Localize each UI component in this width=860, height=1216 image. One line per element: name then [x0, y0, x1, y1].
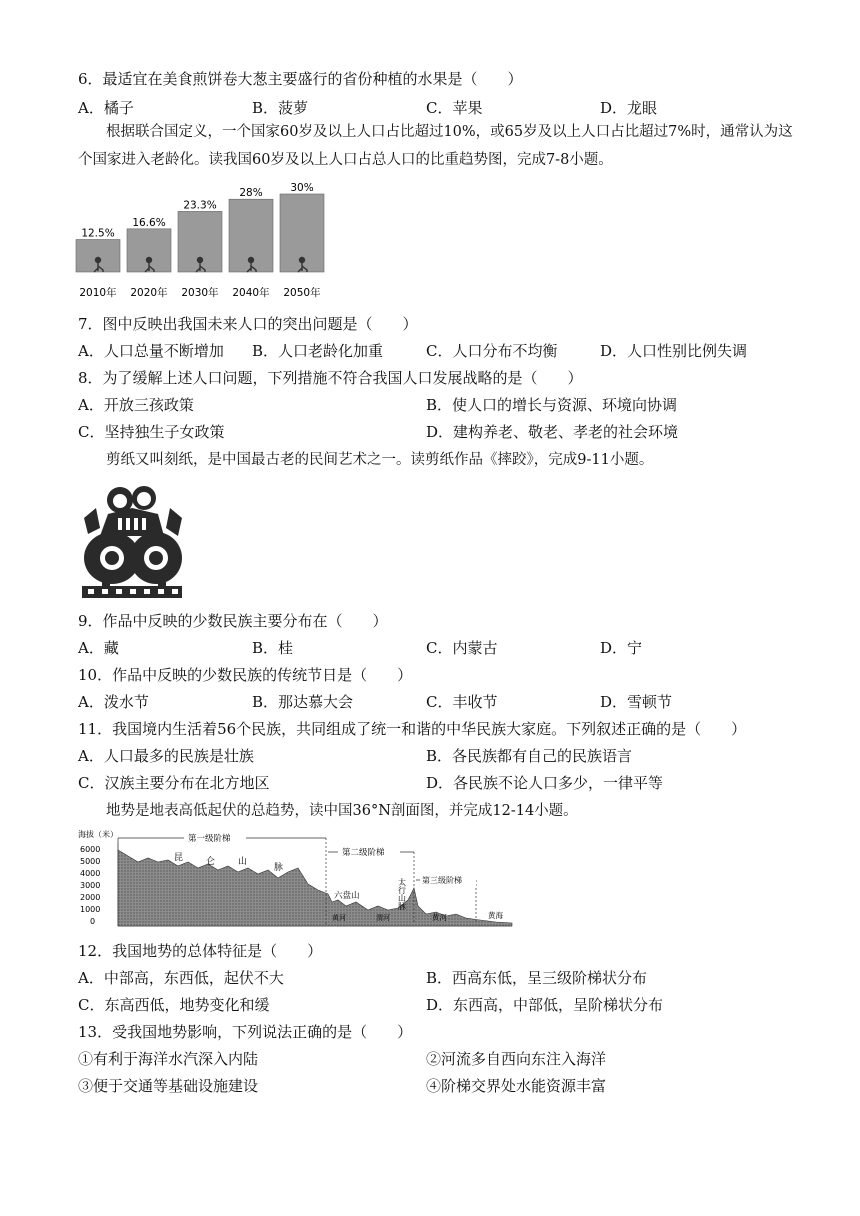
profile-ytick-1000: 1000 [80, 905, 101, 914]
q8-option-d: D．建构养老、敬老、孝老的社会环境 [426, 423, 679, 441]
sea-label: 黄海 [488, 911, 503, 920]
river-label-3: 黄河 [432, 913, 447, 922]
profile-ytick-5000: 5000 [80, 857, 101, 866]
kunlun-char-3: 山 [238, 857, 248, 867]
q10-option-d: D．雪顿节 [600, 693, 673, 711]
q7-option-c: C．人口分布不均衡 [426, 342, 558, 360]
profile-ytick-0: 0 [90, 917, 96, 926]
q11-option-b: B．各民族都有自己的民族语言 [426, 747, 633, 765]
q13-option-2: ②河流多自西向东注入海洋 [426, 1050, 607, 1068]
q9-option-b: B．桂 [252, 639, 294, 657]
q9-option-a: A．藏 [78, 639, 119, 657]
q7-option-d: D．人口性别比例失调 [600, 342, 748, 360]
bar-category-label: 2020年 [130, 287, 168, 299]
q12-option-a: A．中部高，东西低，起伏不大 [78, 969, 284, 987]
q6-option-b: B．菠萝 [252, 99, 309, 117]
q6-option-a: A．橘子 [78, 99, 134, 117]
q13-option-4: ④阶梯交界处水能资源丰富 [426, 1077, 607, 1095]
profile-ytick-3000: 3000 [80, 881, 101, 890]
question-8-stem: 8．为了缓解上述人口问题，下列措施不符合我国人口发展战略的是（ ） [78, 369, 583, 387]
q10-option-b: B．那达慕大会 [252, 693, 354, 711]
kunlun-char-2: 仑 [206, 857, 216, 867]
profile-ytick-2000: 2000 [80, 893, 101, 902]
q7-option-a: A．人口总量不断增加 [78, 342, 224, 360]
q10-option-a: A．泼水节 [78, 693, 149, 711]
q6-option-d: D．龙眼 [600, 99, 658, 117]
question-9-stem: 9．作品中反映的少数民族主要分布在（ ） [78, 612, 388, 630]
bar-value-label: 28% [239, 187, 263, 200]
q12-option-d: D．东西高，中部低，呈阶梯状分布 [426, 996, 664, 1014]
q13-option-1: ①有利于海洋水汽深入内陆 [78, 1050, 259, 1068]
q12-option-c: C．东高西低，地势变化和缓 [78, 996, 270, 1014]
profile-ylabel: 海拔（米） [78, 830, 118, 839]
bar-value-label: 12.5% [81, 227, 115, 240]
bar-value-label: 30% [290, 182, 314, 194]
question-12-stem: 12．我国地势的总体特征是（ ） [78, 942, 323, 960]
q11-option-d: D．各民族不论人口多少，一律平等 [426, 774, 664, 792]
paper-cut-wrestling-image [78, 478, 186, 602]
q8-option-c: C．坚持独生子女政策 [78, 423, 225, 441]
intro-9-11: 剪纸又叫刻纸，是中国最古老的民间艺术之一。读剪纸作品《摔跤》，完成9-11小题。 [106, 452, 654, 468]
question-10-stem: 10．作品中反映的少数民族的传统节日是（ ） [78, 666, 413, 684]
intro-7-8: 根据联合国定义，一个国家60岁及以上人口占比超过10%，或65岁及以上人口占比超过7%时，通常认为这个国家进入老龄化。读我国60岁及以上人口占总人口的比重趋势图，完成7-8小题。 [78, 124, 793, 168]
bar-value-label: 16.6% [132, 216, 166, 229]
liupan-label: 六盘山 [334, 891, 360, 901]
aging-bar-chart [74, 180, 334, 302]
bar-category-label: 2050年 [283, 287, 321, 299]
question-11-stem: 11．我国境内生活着56个民族，共同组成了统一和谐的中华民族大家庭。下列叙述正确的是（ ） [78, 720, 747, 738]
profile-ytick-4000: 4000 [80, 869, 101, 878]
bar-category-label: 2030年 [181, 287, 219, 299]
kunlun-char-4: 脉 [274, 863, 284, 873]
question-13-stem: 13．受我国地势影响，下列说法正确的是（ ） [78, 1023, 413, 1041]
q9-option-d: D．宁 [600, 639, 643, 657]
q6-option-c: C．苹果 [426, 99, 483, 117]
q8-option-b: B．使人口的增长与资源、环境向协调 [426, 396, 678, 414]
bar-category-label: 2040年 [232, 287, 270, 299]
q13-option-3: ③便于交通等基础设施建设 [78, 1077, 259, 1095]
question-7-stem: 7．图中反映出我国未来人口的突出问题是（ ） [78, 315, 418, 333]
intro-12-14: 地势是地表高低起伏的总趋势，读中国36°N剖面图，并完成12-14小题。 [106, 803, 578, 819]
terrain-profile-diagram [76, 828, 516, 930]
q11-option-c: C．汉族主要分布在北方地区 [78, 774, 270, 792]
q9-option-c: C．内蒙古 [426, 639, 498, 657]
taihang-label: 太行山脉 [397, 878, 407, 910]
q10-option-c: C．丰收节 [426, 693, 498, 711]
profile-ytick-6000: 6000 [80, 845, 101, 854]
q11-option-a: A．人口最多的民族是壮族 [78, 747, 254, 765]
step-2-label: 第二级阶梯 [342, 848, 385, 858]
step-1-label: 第一级阶梯 [188, 834, 231, 844]
river-label-1: 黄河 [332, 914, 346, 922]
bar-category-label: 2010年 [79, 287, 117, 299]
q8-option-a: A．开放三孩政策 [78, 396, 194, 414]
river-label-2: 渭河 [376, 914, 390, 922]
bar-value-label: 23.3% [183, 199, 217, 212]
step-3-label: 第三级阶梯 [422, 876, 462, 885]
q12-option-b: B．西高东低，呈三级阶梯状分布 [426, 969, 648, 987]
q7-option-b: B．人口老龄化加重 [252, 342, 384, 360]
question-6-stem: 6．最适宜在美食煎饼卷大葱主要盛行的省份种植的水果是（ ） [78, 70, 523, 88]
kunlun-char-1: 昆 [174, 853, 184, 863]
